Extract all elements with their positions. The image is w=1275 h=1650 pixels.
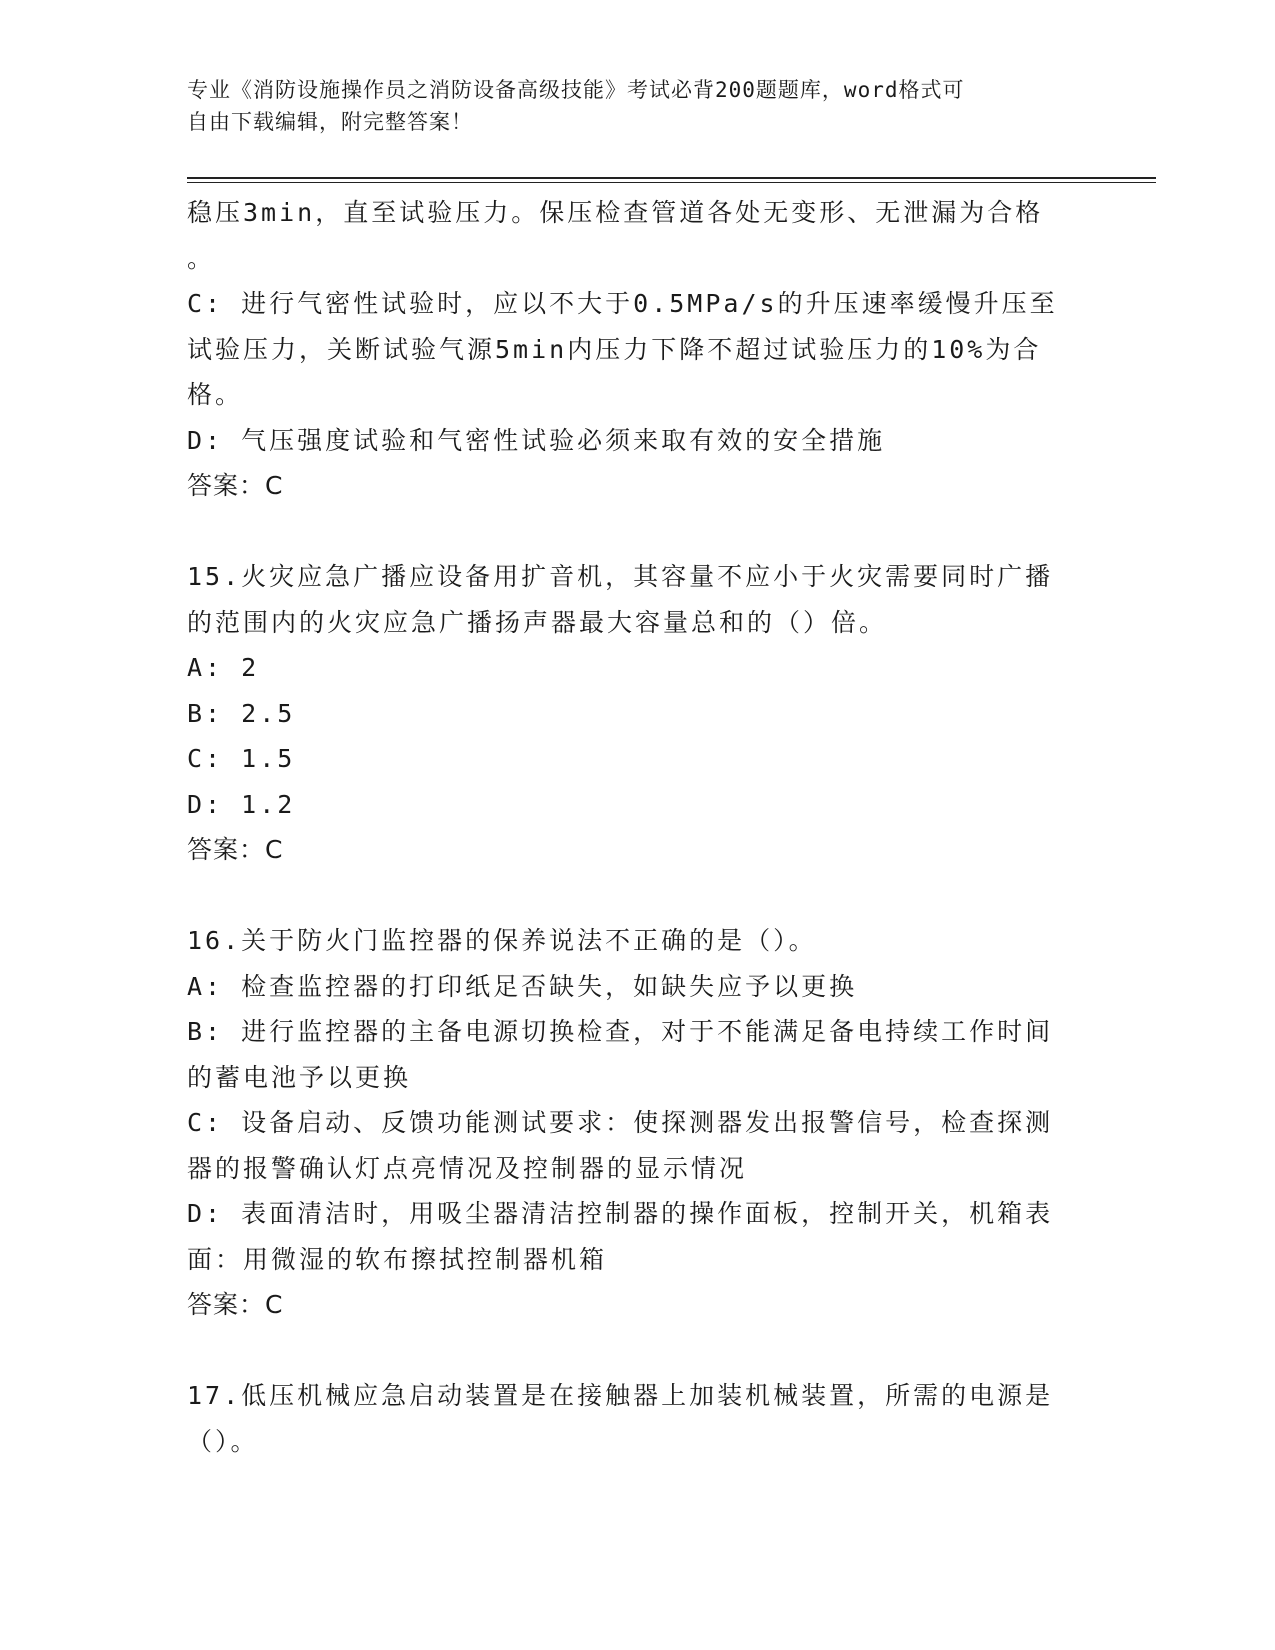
question-spacer — [187, 1328, 1087, 1374]
header-rule-thin — [187, 182, 1156, 183]
question-15 — [187, 554, 1087, 873]
question-14-continued — [187, 190, 1087, 509]
option-a: A: 检查监控器的打印纸足否缺失，如缺失应予以更换 — [187, 971, 858, 1001]
question-content — [187, 190, 1087, 1464]
question-stem-line-2: （）。 — [187, 1426, 259, 1456]
option-c-line-2: 器的报警确认灯点亮情况及控制器的显示情况 — [187, 1153, 748, 1183]
question-17 — [187, 1373, 1087, 1464]
option-d-line-2: 面：用微湿的软布擦拭控制器机箱 — [187, 1244, 608, 1274]
header-rule-thick — [187, 177, 1156, 179]
question-stem-line-1: 17.低压机械应急启动装置是在接触器上加装机械装置，所需的电源是 — [187, 1381, 1054, 1410]
answer-line: 答案：C — [187, 1290, 284, 1319]
option-b-line-1: B: 进行监控器的主备电源切换检查，对于不能满足备电持续工作时间 — [187, 1017, 1054, 1046]
question-16 — [187, 918, 1087, 1328]
option-b-continued-line-1: 稳压3min，直至试验压力。保压检查管道各处无变形、无泄漏为合格 — [187, 198, 1044, 227]
option-c-line-1: C: 设备启动、反馈功能测试要求：使探测器发出报警信号，检查探测 — [187, 1108, 1054, 1137]
header-line-1: 专业《消防设施操作员之消防设备高级技能》考试必背200题题库，word格式可 — [187, 78, 965, 102]
option-c-line-3: 格。 — [187, 380, 244, 409]
option-b-continued-line-2: 。 — [187, 243, 216, 273]
option-c: C: 1.5 — [187, 744, 296, 773]
question-stem-line-2: 的范围内的火灾应急广播扬声器最大容量总和的（）倍。 — [187, 607, 888, 637]
document-header — [187, 74, 1067, 138]
option-d: D: 1.2 — [187, 789, 296, 819]
option-b: B: 2.5 — [187, 698, 296, 728]
answer-line: 答案：C — [187, 471, 284, 500]
option-d: D: 气压强度试验和气密性试验必须来取有效的安全措施 — [187, 425, 886, 455]
option-c-line-2: 试验压力，关断试验气源5min内压力下降不超过试验压力的10%为合 — [187, 334, 1042, 364]
question-stem: 16.关于防火门监控器的保养说法不正确的是（）。 — [187, 926, 817, 955]
question-spacer — [187, 873, 1087, 919]
option-a: A: 2 — [187, 653, 260, 682]
answer-line: 答案：C — [187, 835, 284, 864]
option-b-line-2: 的蓄电池予以更换 — [187, 1062, 412, 1092]
option-c-line-1: C: 进行气密性试验时，应以不大于0.5MPa/s的升压速率缓慢升压至 — [187, 289, 1058, 318]
question-stem-line-1: 15.火灾应急广播应设备用扩音机，其容量不应小于火灾需要同时广播 — [187, 562, 1054, 591]
question-spacer — [187, 509, 1087, 555]
header-line-2: 自由下载编辑，附完整答案！ — [187, 110, 473, 134]
option-d-line-1: D: 表面清洁时，用吸尘器清洁控制器的操作面板，控制开关，机箱表 — [187, 1199, 1054, 1228]
